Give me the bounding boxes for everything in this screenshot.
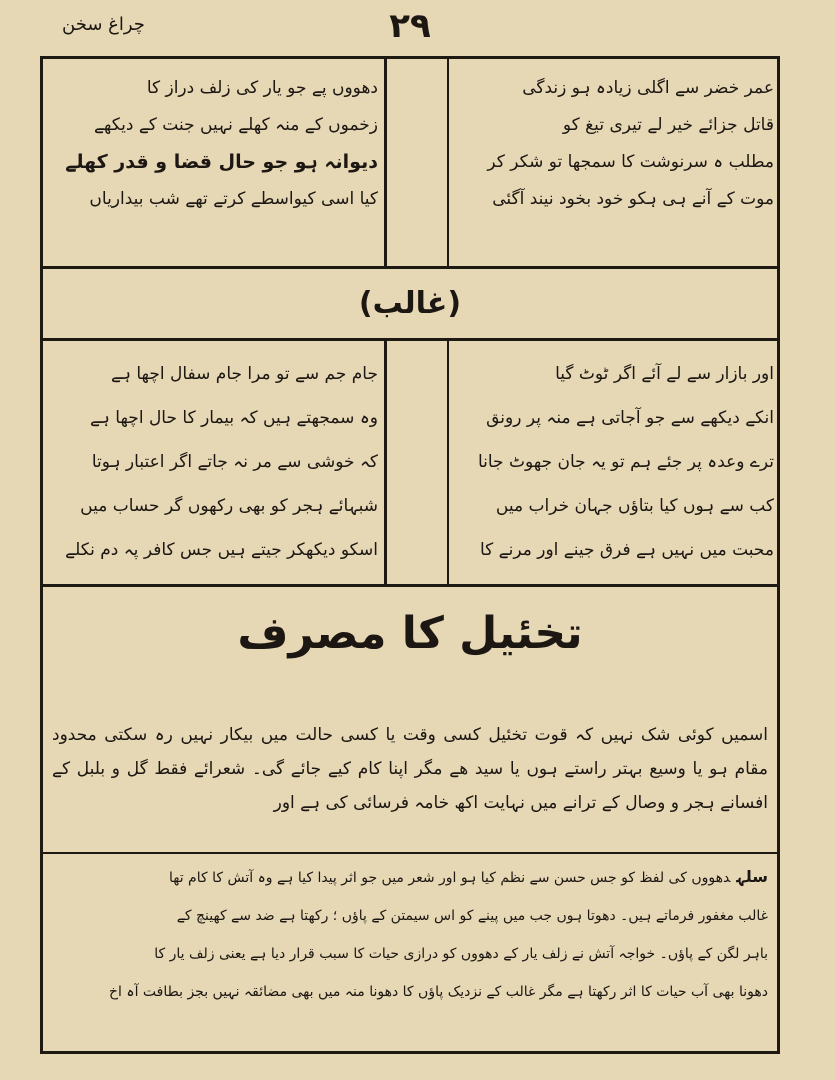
verse-line: اسکو دیکھکر جیتے ہیں جس کافر پہ دم نکلے [65,540,378,560]
footnote-line: دھونا بھی آب حیات کا اثر رکھتا ہے مگر غالب کے نزدیک پاؤں کا دھونا منہ میں بھی مضائقہ نہیں بجز بطافت آہ اخ [108,984,768,1000]
rule-above-footnote [40,852,780,854]
verse-line: انکے دیکھے سے جو آجاتی ہے منہ پر رونق [486,408,774,428]
footnote [52,858,768,1011]
footnote-line: غالب مغفور فرماتے ہیں۔ دھوتا ہوں جب میں پینے کو اس سیمتن کے پاؤں ؛ رکھتا ہے ضد سے کھینچ کے [176,908,768,924]
column-rule-left [384,341,387,584]
poet-name: (غالب) [358,286,462,321]
running-title: چراغ سخن [62,14,145,35]
verse-line: محبت میں نہیں ہے فرق جینے اور مرنے کا [479,540,774,560]
footnote-line: باہر لگن کے پاؤں۔ خواجہ آتش نے زلف یار کے دھووں کو درازی حیات کا سبب قرار دیا ہے یعنی زلف یار کا [154,946,768,962]
verse-line: وہ سمجھتے ہیں کہ بیمار کا حال اچھا ہے [89,408,378,428]
verse-line: جام جم سے تو مرا جام سفال اچھا ہے [111,364,378,384]
page-number: ۲۹ [389,6,431,46]
footnote-line [52,858,768,897]
footnote-marker: سلہ [736,867,768,886]
rule-below-block2 [40,584,780,587]
verse-column-right [458,352,774,572]
verse-line: شبہائے ہجر کو بھی رکھوں گر حساب میں [80,496,378,516]
article-title: تخئیل کا مصرف [237,608,583,659]
article-paragraph: اسمیں کوئی شک نہیں کہ قوت تخئیل کسی وقت یا کسی حالت میں بیکار نہیں رہ سکتی محدود مقام ہو یا وسیع بہتر راستے ہوں یا سید ھے مگر اپنا کام کیے جائے گی۔ شعرائے فقط گل و بلبل کے افسانے ہجر و وصال کے ترانے میں نہایت اکھ خامہ فرسائی کی ہے اور [52,725,768,813]
verse-line: اور بازار سے لے آئے اگر ٹوٹ گیا [555,364,774,384]
verse-line: مطلب ہ سرنوشت کا سمجھا تو شکر کر [487,152,774,172]
verse-line: دیوانہ ہو جو حال قضا و قدر کھلے [65,151,378,173]
verse-line: عمر خضر سے اگلی زیادہ ہو زندگی [522,78,774,98]
verse-line: دھووں پے جو یار کی زلف دراز کا [146,78,378,98]
footnote-text: دھووں کی لفظ کو جس حسن سے نظم کیا ہو اور شعر میں جو اثر پیدا کیا ہے وہ آتش کا کام تھا [168,870,731,886]
verse-line: کہ خوشی سے مر نہ جاتے اگر اعتبار ہوتا [91,452,378,472]
verse-column-left [48,70,378,218]
verse-line: موت کے آنے ہی ہکو خود بخود نیند آگئی [492,189,774,209]
column-rule-left [384,59,387,266]
verse-line: ترے وعدہ پر جئے ہم تو یہ جان جھوٹ جانا [477,452,774,472]
column-rule-right [447,59,449,266]
verse-line: کیا اسی کیواسطے کرتے تھے شب بیداریاں [89,189,378,209]
verse-line: قاتل جزائے خیر لے تیری تیغ کو [562,115,774,135]
verse-column-right [458,70,774,218]
verse-line: زخموں کے منہ کھلے نہیں جنت کے دیکھے [93,115,378,135]
column-rule-right [447,341,449,584]
verse-line: کب سے ہوں کیا بتاؤں جہان خراب میں [495,496,774,516]
verse-column-left [48,352,378,572]
